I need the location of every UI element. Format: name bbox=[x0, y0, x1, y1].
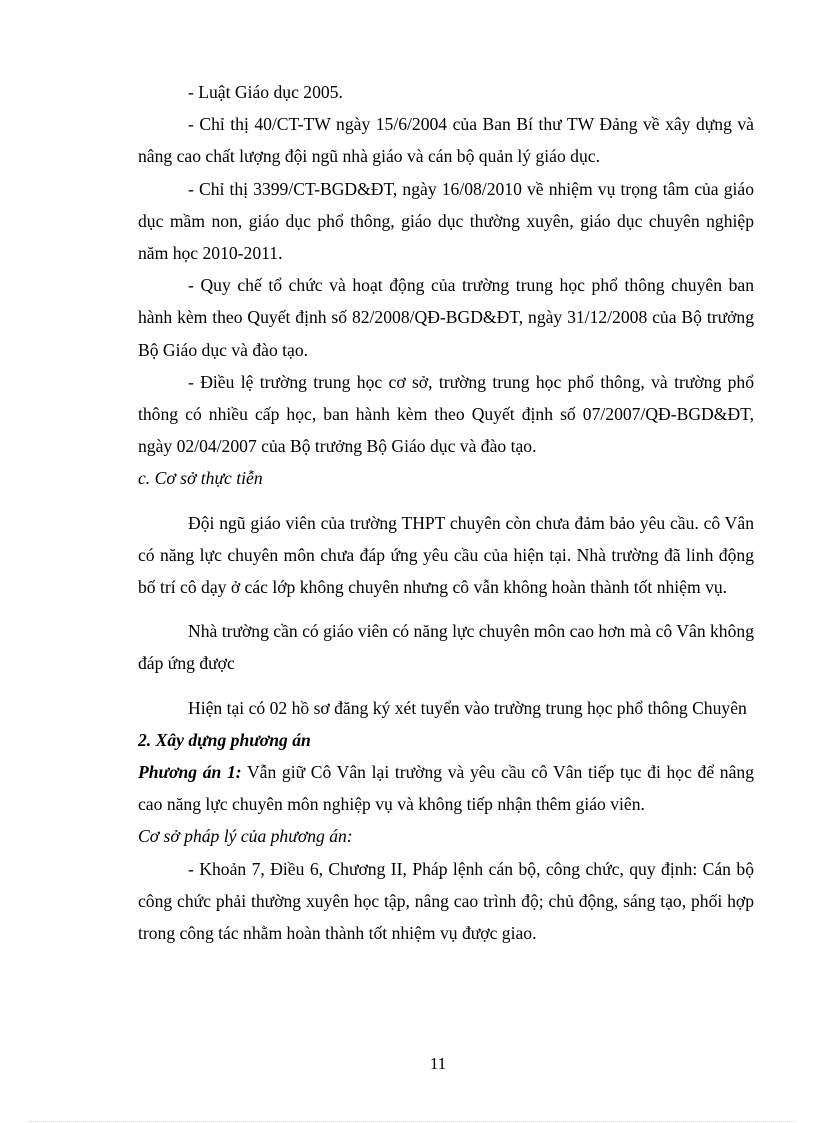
legal-item-education-law: - Luật Giáo dục 2005. bbox=[188, 82, 343, 102]
section-heading-build-options: 2. Xây dựng phương án bbox=[138, 729, 311, 750]
subheading-legal-basis: Cơ sở pháp lý của phương án: bbox=[138, 826, 353, 847]
legal-item-directive-3399: - Chỉ thị 3399/CT-BGD&ĐT, ngày 16/08/2010 về nhiệm vụ trọng tâm của giáo dục mầm non, giáo dục phổ thông, giáo dục thường xuyên, giáo dục chuyên nghiệp năm học 2010-2011. bbox=[138, 178, 754, 264]
paragraph-school-needs: Nhà trường cần có giáo viên có năng lực chuyên môn cao hơn mà cô Vân không đáp ứng được bbox=[138, 621, 754, 674]
paragraph-option-1 bbox=[138, 756, 754, 820]
option-1-text: Vẫn giữ Cô Vân lại trường và yêu cầu cô Vân tiếp tục đi học để nâng cao năng lực chuyên môn nghiệp vụ và không tiếp nhận thêm giáo viên. bbox=[138, 762, 754, 815]
legal-item-charter-07: - Điều lệ trường trung học cơ sở, trường trung học phổ thông, và trường phổ thông có nhiều cấp học, ban hành kèm theo Quyết định số 07/2007/QĐ-BGD&ĐT, ngày 02/04/2007 của Bộ trưởng Bộ Giáo dục và đào tạo. bbox=[138, 371, 754, 457]
paragraph-applications: Hiện tại có 02 hồ sơ đăng ký xét tuyển vào trường trung học phổ thông Chuyên bbox=[188, 697, 747, 718]
page-number: 11 bbox=[429, 1054, 447, 1073]
paragraph-teaching-staff: Đội ngũ giáo viên của trường THPT chuyên còn chưa đảm bảo yêu cầu. cô Vân có năng lực chuyên môn chưa đáp ứng yêu cầu của hiện tại. Nhà trường đã linh động bố trí cô dạy ở các lớp không chuyên nhưng cô vẫn không hoàn thành tốt nhiệm vụ. bbox=[138, 512, 754, 598]
legal-item-ordinance: - Khoản 7, Điều 6, Chương II, Pháp lệnh cán bộ, công chức, quy định: Cán bộ công chức phải thường xuyên học tập, nâng cao trình độ; chủ động, sáng tạo, phối hợp trong công tác nhằm hoàn thành tốt nhiệm vụ được giao. bbox=[138, 858, 754, 944]
legal-item-regulation-82: - Quy chế tổ chức và hoạt động của trường trung học phổ thông chuyên ban hành kèm theo Quyết định số 82/2008/QĐ-BGD&ĐT, ngày 31/12/2008 của Bộ trưởng Bộ Giáo dục và đào tạo. bbox=[138, 275, 754, 360]
section-heading-practical-basis: c. Cơ sở thực tiễn bbox=[138, 468, 263, 489]
page-bottom-rule bbox=[28, 1121, 796, 1122]
legal-item-directive-40: - Chỉ thị 40/CT-TW ngày 15/6/2004 của Ban Bí thư TW Đảng về xây dựng và nâng cao chất lượng đội ngũ nhà giáo và cán bộ quản lý giáo dục. bbox=[138, 114, 754, 167]
option-1-label: Phương án 1: bbox=[138, 762, 242, 783]
document-body bbox=[138, 76, 754, 949]
